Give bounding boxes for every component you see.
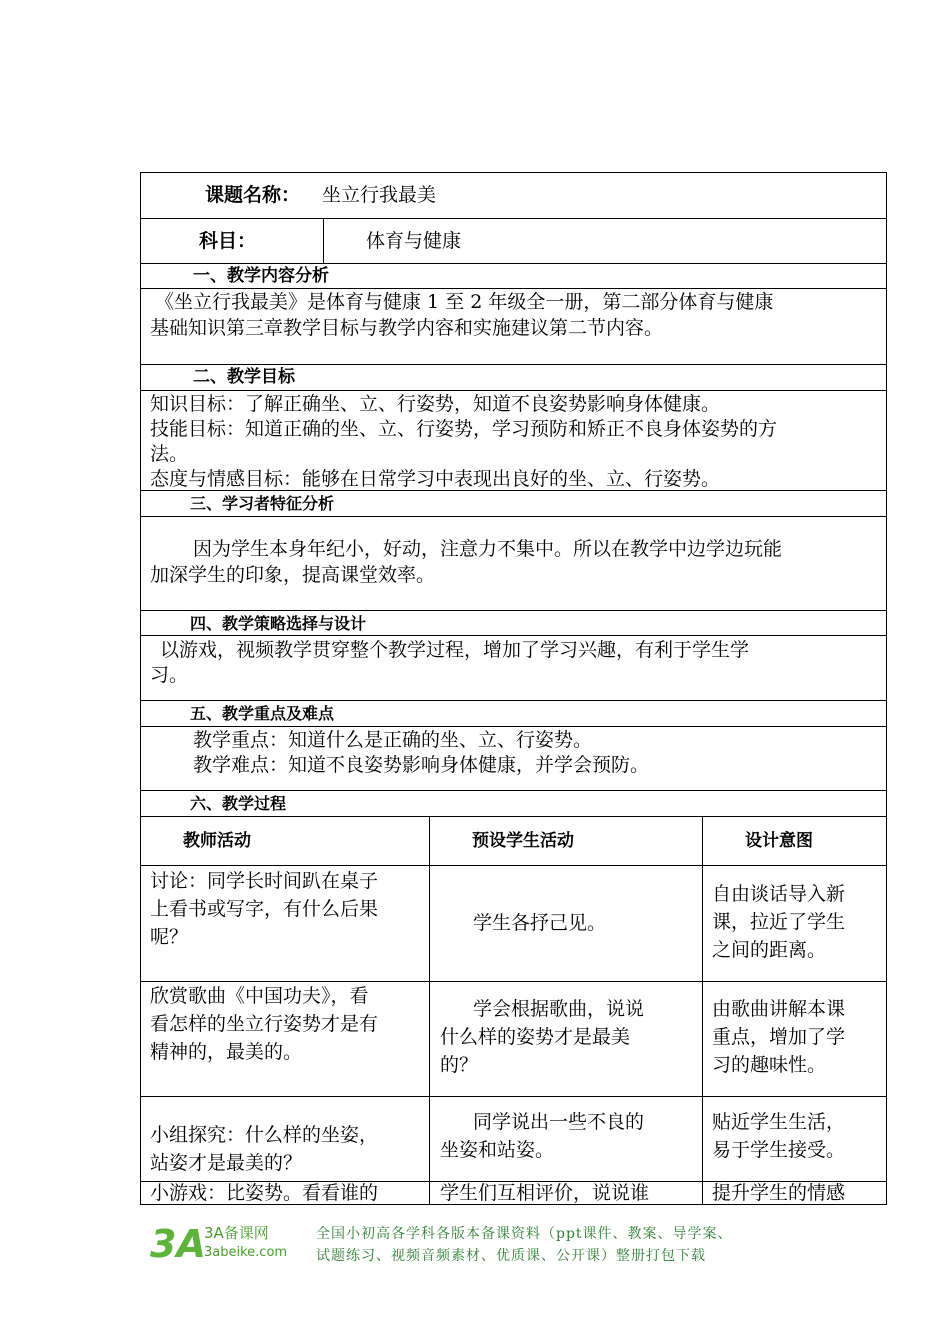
content-analysis-line: 基础知识第三章教学目标与教学内容和实施建议第二节内容。: [150, 317, 664, 339]
design-intent-line: 贴近学生生活，: [712, 1111, 846, 1133]
site-logo[interactable]: [150, 1222, 300, 1268]
student-activity-line: 学生们互相评价，说说谁: [440, 1182, 650, 1204]
teacher-activity-line: 呢？: [150, 926, 189, 948]
teacher-activity-line: 讨论：同学长时间趴在桌子: [150, 870, 379, 892]
design-intent-line: 重点，增加了学: [712, 1026, 846, 1048]
subject-label: 科目：: [199, 230, 257, 252]
design-intent-line: 习的趣味性。: [712, 1054, 827, 1076]
key-point-line: 教学重点：知道什么是正确的坐、立、行姿势。: [193, 729, 593, 751]
teacher-activity-line: 小组探究：什么样的坐姿，: [150, 1124, 379, 1146]
logo-name: 3A备课网: [204, 1224, 269, 1242]
teacher-activity-line: 欣赏歌曲《中国功夫》，看: [150, 985, 369, 1007]
student-activity-line: 坐姿和站姿。: [440, 1139, 555, 1161]
teacher-activity-line: 看怎样的坐立行姿势才是有: [150, 1013, 379, 1035]
title-label: 课题名称：: [205, 184, 301, 206]
design-intent-line: 易于学生接受。: [712, 1139, 846, 1161]
section-heading-process: 六、教学过程: [190, 794, 287, 813]
column-header-student: 预设学生活动: [472, 831, 574, 851]
student-activity-line: 学生各抒己见。: [473, 912, 607, 934]
teacher-activity-line: 精神的，最美的。: [150, 1041, 303, 1063]
logo-url: 3abeike.com: [204, 1245, 288, 1260]
objective-line: 态度与情感目标：能够在日常学习中表现出良好的坐、立、行姿势。: [150, 468, 721, 490]
column-header-design: 设计意图: [745, 831, 813, 851]
key-point-line: 教学难点：知道不良姿势影响身体健康，并学会预防。: [193, 754, 650, 776]
logo-mark-icon: 3A: [150, 1222, 206, 1266]
teacher-activity-line: 小游戏：比姿势。看看谁的: [150, 1182, 379, 1204]
strategy-line: 习。: [150, 664, 189, 686]
section-heading-objectives: 二、教学目标: [193, 367, 295, 387]
footer-tagline-line: 试题练习、视频音频素材、优质课、公开课）整册打包下载: [316, 1248, 706, 1264]
objective-line: 技能目标：知道正确的坐、立、行姿势，学习预防和矫正不良身体姿势的方: [150, 418, 778, 440]
section-heading-content-analysis: 一、教学内容分析: [193, 266, 329, 286]
learner-analysis-line: 因为学生本身年纪小，好动，注意力不集中。所以在教学中边学边玩能: [193, 538, 783, 560]
design-intent-line: 提升学生的情感: [712, 1182, 846, 1204]
section-heading-strategy: 四、教学策略选择与设计: [190, 614, 367, 633]
title-value: 坐立行我最美: [322, 184, 437, 206]
teacher-activity-line: 上看书或写字，有什么后果: [150, 898, 379, 920]
design-intent-line: 之间的距离。: [712, 939, 827, 961]
section-heading-learner-analysis: 三、学习者特征分析: [190, 494, 335, 513]
subject-value: 体育与健康: [366, 230, 462, 252]
objective-line: 法。: [150, 443, 189, 465]
student-activity-line: 学会根据歌曲，说说: [473, 998, 645, 1020]
content-analysis-line: 《坐立行我最美》是体育与健康 1 至 2 年级全一册，第二部分体育与健康: [155, 291, 774, 313]
design-intent-line: 课，拉近了学生: [712, 911, 846, 933]
student-activity-line: 同学说出一些不良的: [473, 1111, 645, 1133]
learner-analysis-line: 加深学生的印象，提高课堂效率。: [150, 564, 436, 586]
student-activity-line: 什么样的姿势才是最美: [440, 1026, 631, 1048]
student-activity-line: 的？: [440, 1054, 479, 1076]
strategy-line: 以游戏，视频教学贯穿整个教学过程，增加了学习兴趣，有利于学生学: [160, 639, 750, 661]
column-header-teacher: 教师活动: [183, 831, 251, 851]
section-heading-key-points: 五、教学重点及难点: [190, 704, 335, 723]
objective-line: 知识目标：了解正确坐、立、行姿势，知道不良姿势影响身体健康。: [150, 393, 721, 415]
teacher-activity-line: 站姿才是最美的？: [150, 1152, 303, 1174]
design-intent-line: 由歌曲讲解本课: [712, 998, 846, 1020]
design-intent-line: 自由谈话导入新: [712, 883, 846, 905]
footer-tagline-line: 全国小初高各学科各版本备课资料（ppt课件、教案、导学案、: [316, 1226, 733, 1242]
